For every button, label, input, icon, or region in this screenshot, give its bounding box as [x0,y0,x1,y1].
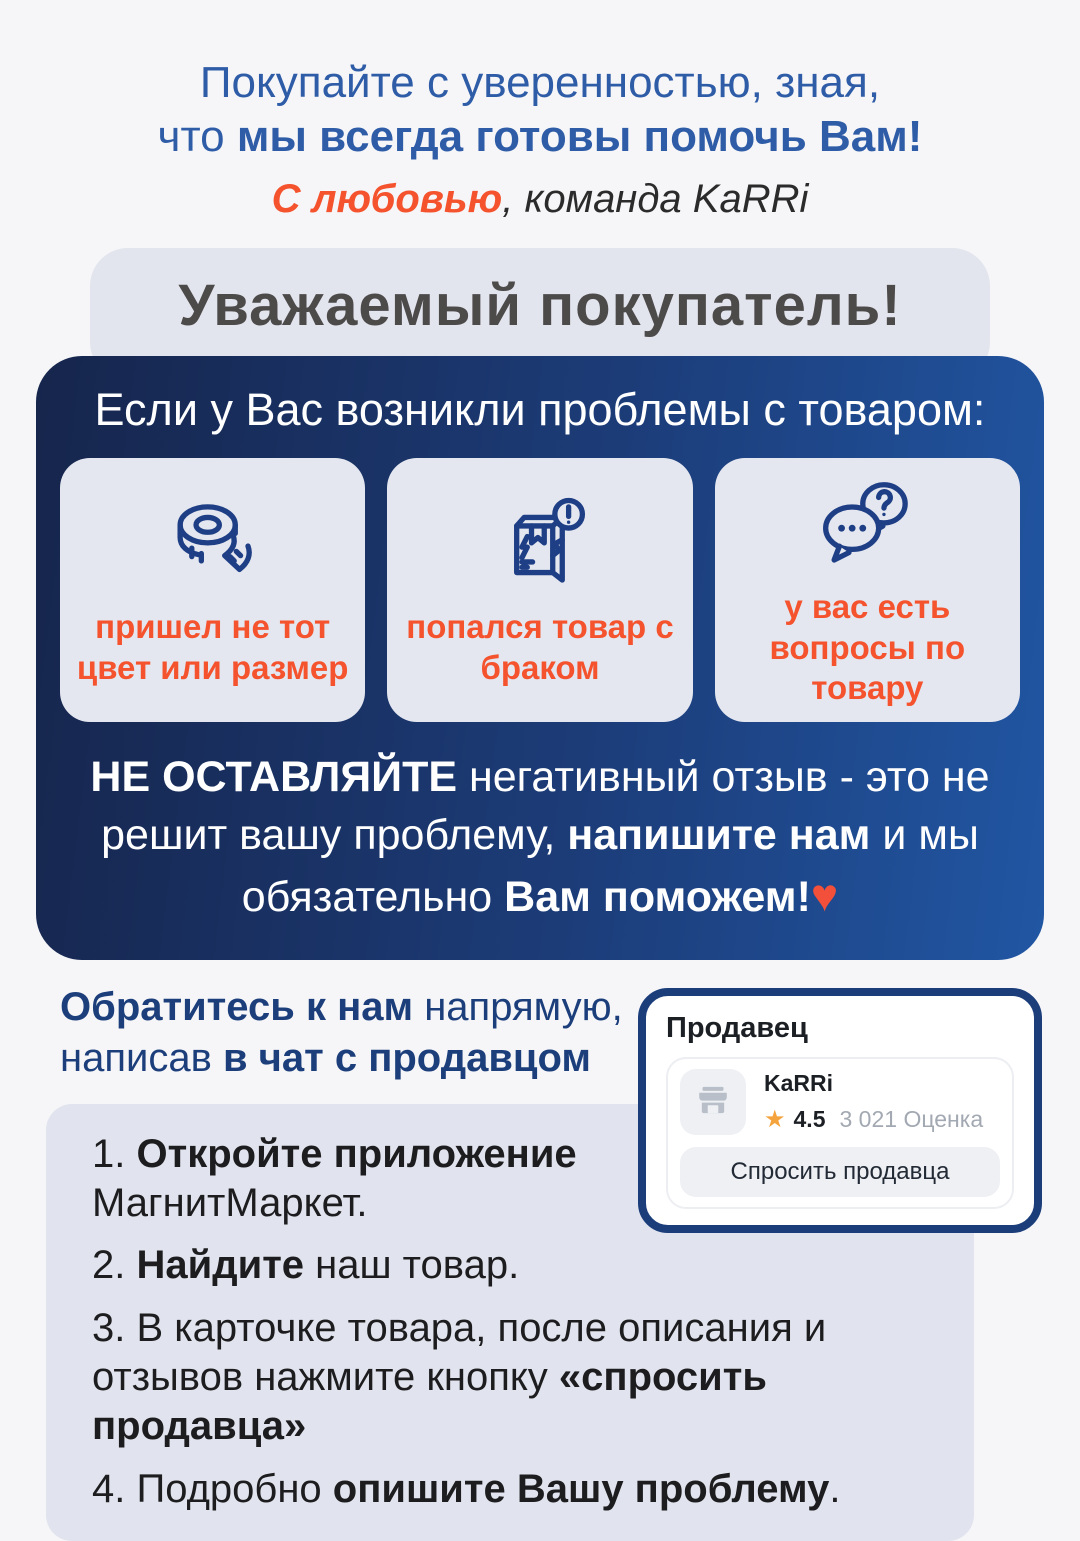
problem-card-wrong-size [60,458,365,722]
contact-line-2-bold: в чат с продавцом [222,1036,591,1081]
seller-info [764,1070,983,1134]
step-pre [125,1243,136,1287]
signature-accent: С любовью [271,177,503,222]
problem-cards-row [60,458,1020,722]
chat-question-icon [814,472,920,583]
header-line-1-text: Покупайте с уверенностью, зная, [199,58,881,107]
warning-text [78,748,1002,926]
seller-card-title: Продавец [666,1012,808,1045]
header-line-1 [0,56,1080,110]
header [0,0,1080,222]
warning-regular-1: негативный отзыв - это не решит вашу проблему, [101,753,990,860]
step-number: 1. [92,1131,126,1176]
contact-line-2-regular: написав [60,1036,223,1081]
heart-icon: ♥ [810,869,839,922]
warning-bold-2: напишите нам [567,811,871,860]
step-post: . [829,1466,841,1511]
avatar [680,1069,746,1135]
problem-card-questions [715,458,1020,722]
step-item-1 [92,1130,652,1228]
step-pre [125,1132,136,1176]
step-number: 4. [92,1466,126,1511]
problem-card-label: пришел не тот цвет или размер [76,608,349,686]
header-line-2-bold: мы всегда готовы помочь Вам! [236,111,923,161]
reviews-count: 3 021 Оценка [839,1106,984,1133]
step-item-4 [92,1465,934,1514]
step-bold: «спросить продавца» [92,1355,767,1448]
step-bold: опишите Вашу проблему [332,1466,830,1511]
problem-card-label: попался товар с браком [406,608,674,686]
seller-row [680,1069,1000,1135]
step-number: 2. [92,1243,126,1288]
seller-inner-card [666,1057,1014,1209]
seller-name: KaRRi [764,1070,834,1097]
lower-section [0,982,1080,1541]
step-number: 3. [92,1306,126,1351]
seller-card [638,988,1042,1233]
contact-line-1-bold: Обратитесь к нам [60,985,414,1030]
step-post: МагнитМаркет. [92,1180,368,1225]
greeting-title: Уважаемый покупатель! [178,273,902,339]
step-bold: Откройте приложение [136,1131,577,1176]
header-line-2-regular: что [157,111,237,161]
star-icon: ★ [764,1106,786,1134]
step-pre: В карточке товара, после описания и отзывов нажмите кнопку [92,1306,827,1400]
header-line-2 [0,110,1080,164]
step-post: наш товар. [304,1243,520,1288]
rating-value: 4.5 [793,1106,826,1133]
warning-bold-1: НЕ ОСТАВЛЯЙТЕ [90,753,458,802]
step-item-2 [92,1241,934,1290]
warning-bold-3: Вам поможем! [504,873,811,922]
problem-card-defect [387,458,692,722]
step-pre: Подробно [125,1466,333,1511]
step-item-3 [92,1304,934,1450]
problem-card-label: у вас есть вопросы по товару [769,588,966,706]
problems-heading: Если у Вас возникли проблемы с товаром: [94,384,986,436]
signature-rest: , команда KaRRi [502,177,809,222]
problems-card [36,356,1044,960]
measuring-tape-icon [160,492,266,603]
signature-line [0,177,1080,222]
store-icon [692,1079,734,1126]
contact-line-1-regular: напрямую, [413,985,623,1030]
ask-seller-button[interactable]: Спросить продавца [680,1147,1000,1197]
step-bold: Найдите [136,1243,305,1288]
damaged-box-icon [487,492,593,603]
seller-rating-row [764,1105,983,1134]
warning-regular-2: и мы обязательно [241,811,979,922]
